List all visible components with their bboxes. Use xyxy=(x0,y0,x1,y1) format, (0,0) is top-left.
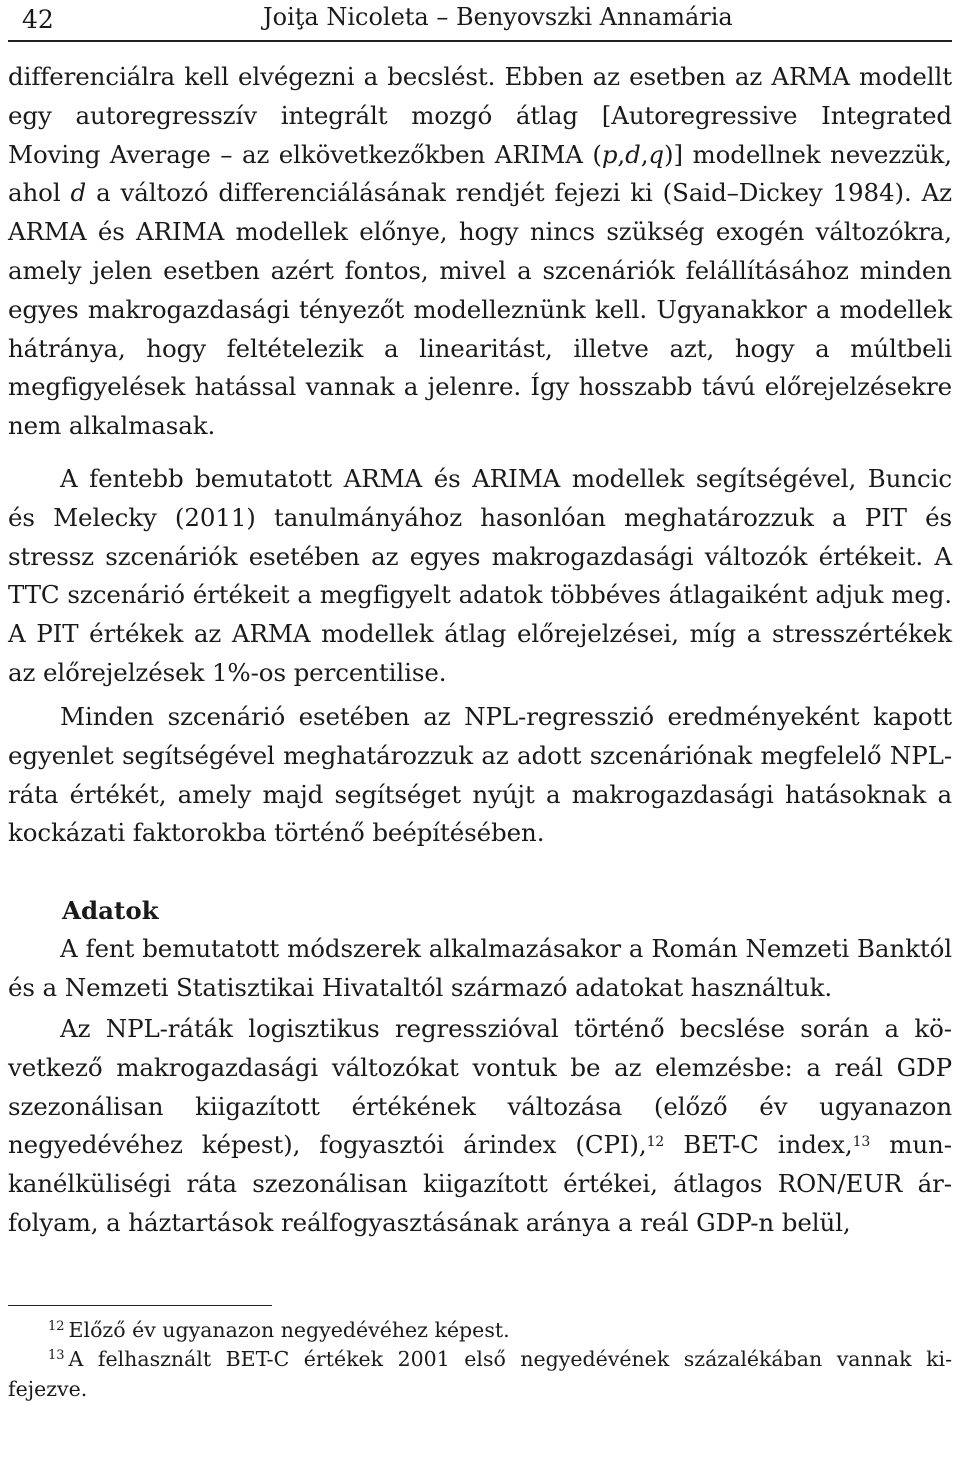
page-header xyxy=(8,0,952,42)
footnote-text: Előző év ugyanazon negyedévéhez képest. xyxy=(68,1318,510,1342)
body-paragraph-1: differenciálra kell elvégezni a becslést. Ebben az esetben az ARMA modellt egy autoregresszív integrált mozgó átlag [Autoregressive Integrated Moving Average – az elkövetkezőkben ARIMA (p,d,q)] modellnek nevezzük, ahol d a változó differenciálásának rendjét fejezi ki (Said–Dickey 1984). Az ARMA és ARIMA modellek előnye, hogy nincs szükség exogén változókra, amely jelen esetben azért fontos, mivel a szcenáriók felállításához minden egyes makrogazdasági tényezőt modelleznünk kell. Ugyanakkor a modellek hátránya, hogy feltételezik a linearitást, illetve azt, hogy a múltbeli megfigyelések hatással vannak a jelenre. Így hosszabb távú előrejelzésekre nem alkalmasak. xyxy=(8,62,952,441)
footnote-12 xyxy=(8,1316,952,1346)
footnote-ref-13[interactable]: 13 xyxy=(852,1134,871,1151)
footnote-13 xyxy=(8,1345,952,1404)
running-head: Joiţa Nicoleta – Benyovszki Annamária xyxy=(263,3,733,31)
footnote-divider xyxy=(8,1305,272,1306)
footnote-text: A felhasznált BET-C értékek 2001 első negyedévének százalékában vannak kifejezve. xyxy=(8,1347,952,1401)
body-paragraph-4: A fent bemutatott módszerek alkalmazásakor a Román Nemzeti Banktól és a Nemzeti Statisztikai Hivataltól származó adatokat használtuk. xyxy=(8,934,952,1002)
body-paragraph-3: Minden szcenárió esetében az NPL-regresszió eredményeként kapott egyenlet segítségével meghatározzuk az adott szcenáriónak megfelelő NPL-ráta értékét, amely majd segítséget nyújt a makrogazdasági hatásoknak a kockázati faktorokba történő beépítésében. xyxy=(8,702,952,848)
body-paragraph-5: Az NPL-ráták logisztikus regresszióval történő becslése során a következő makrogazdasági változókat vontuk be az elemzésbe: a reál GDP szezonálisan kiigazított értékének változása (előző év ugyanazon negyedévéhez képest), fogyasztói árindex (CPI),$^{12}$ BET-C index,$^{13}$ munkanélküliségi ráta szezonálisan kiigazított értékei, átlagos RON/EUR árfolyam, a háztartások reálfogyasztásának aránya a reál GDP-n belül, xyxy=(8,1014,952,1237)
page-number: 42 xyxy=(22,5,54,34)
body-paragraph-2: A fentebb bemutatott ARMA és ARIMA modellek segítségével, Buncic és Melecky (2011) tanulmányához hasonlóan meghatározzuk a PIT és stressz szcenáriók esetében az egyes makrogazdasági változók értékeit. A TTC szcenárió értékeit a megfigyelt adatok többéves átlagaiként adjuk meg. A PIT értékek az ARMA modellek átlag előrejelzései, míg a stresszértékek az előrejelzések 1%-os percentilise. xyxy=(8,464,952,687)
footnote-mark: 13 xyxy=(48,1348,65,1363)
footnote-ref-12[interactable]: 12 xyxy=(646,1134,665,1151)
footnote-mark: 12 xyxy=(48,1319,65,1334)
section-heading: Adatok xyxy=(62,896,159,925)
